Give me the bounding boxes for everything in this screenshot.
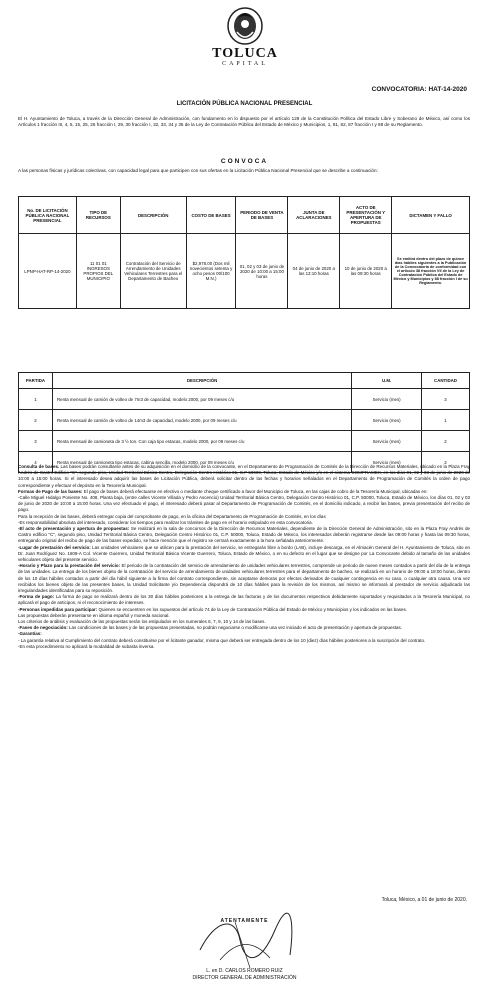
toluca-emblem-icon: [225, 4, 265, 46]
condition-text: Las unidades vehiculares que se utilicen para la prestación del servicio, se entregarán libre a bordo (LAB), incluye descarga, en el Almacén General del H. Ayuntamiento de Toluca, sito en Dr. Juan Rodríguez No. 1609-A Col. Vicente Guerrero, Unidad Territorial Básica Vicente Guerrero, Toluca, Estado de México, o en su defecto en el lugar que se designe por La Convocante debido al tamaño de las unidades vehiculares objeto del presente servicio.: [18, 544, 470, 563]
condition-text: El pago de bases deberá efectuarse en efectivo o mediante cheque certificado a favor del Municipio de Toluca, en las cajas de cobro de la Tesorería Municipal, ubicadas en:: [82, 488, 428, 494]
table-cell: 1: [422, 410, 470, 431]
condition-text: El periodo de la contratación del servicio de arrendamiento de unidades vehiculares terrestres, comprende un periodo de nueve meses contados a partir del día de la entrega de las unidades. La entrega de los bienes objeto de la contratación del servicio de arrendamiento de unidades vehiculares terrestres para el departamento de bacheo, se realizará en un horario de 09:00 a 18:00 horas, dentro de los 10 días hábiles contados a partir del día hábil siguiente a la firma del contrato correspondiente, sin aceptarse demoras por efectos derivados de cualquier contingencia en su caso, o cualquier otra causa. Una vez recibidos los bienes objeto de las presentes bases, la Unidad Solicitante y/o Dependencia dispondrá de 10 días hábiles para la revisión de los mismos, así mismo se informará al prestador de servicio adjudicado las irregularidades identificadas para su reposición.: [18, 563, 470, 594]
column-header: PARTIDA: [19, 373, 53, 389]
convoca-heading: CONVOCA: [220, 158, 269, 165]
column-header: CANTIDAD: [422, 373, 470, 389]
date-line: Toluca, México, a 01 de junio de 2020.: [381, 897, 467, 903]
table-cell: 04 de junio de 2020 a las 13:10 horas: [288, 234, 340, 309]
condition-text: -Es responsabilidad absoluta del interesado, considerar los tiempos para realizar los trámites de pago en el horario estipulado en esta convocatoria.: [18, 519, 313, 525]
condition-text: -Calle Miguel Hidalgo Poniente No. 408, Planta baja, (entre calles Vicente Villada y Pedro Ascencio) Unidad Territorial Básica Centro, Delegación Centro Histórico 01, C.P. 50000, Toluca, Estado de México, los días 01, 02 y 03 de junio de 2020 de 10:00 a 15:00 horas. Una vez efectuado el pago, el interesado deberá pasar al Departamento de Programación de Comités, en el domicilio indicado, a recibir las bases, previa presentación del recibo de pago.: [18, 495, 470, 513]
table-cell: 3: [422, 389, 470, 410]
table-row: [19, 410, 470, 431]
condition-lead: -El acto de presentación y apertura de propuestas:: [18, 526, 130, 532]
table-cell: Servicio (mes): [352, 410, 422, 431]
signatory-name: L. en D. CARLOS ROMERO RUIZ: [206, 968, 283, 974]
logo-name: TOLUCA: [212, 46, 278, 61]
signatory-role: DIRECTOR GENERAL DE ADMINISTRACIÓN: [192, 975, 297, 981]
table-cell: 10 de junio de 2020 a las 09:30 horas: [340, 234, 392, 309]
condition-text: -En esta procedimiento no aplicará la modalidad de subasta inversa.: [18, 643, 155, 649]
column-header: COSTO DE BASES: [186, 197, 236, 234]
logo-subtitle: CAPITAL: [222, 61, 268, 67]
convocatoria-number: CONVOCATORIA: HAT-14-2020: [371, 86, 467, 93]
table-cell: 11 01 01 INGRESOS PROPIOS DEL MUNICIPIO: [76, 234, 120, 309]
condition-paragraph: [18, 526, 470, 545]
column-header: TIPO DE RECURSOS: [76, 197, 120, 234]
condition-lead: Formas de Pago de las bases:: [18, 488, 83, 494]
condition-text: Las condiciones de las bases y de las propuestas presentadas, no podrán negociarse o modificarse una vez iniciado el acto de presentación y apertura de propuestas.: [67, 625, 402, 631]
column-header: U.M.: [352, 373, 422, 389]
table-cell: 3: [19, 431, 53, 452]
column-header: No. DE LICITACIÓN PÚBLICA NACIONAL PRESENCIAL: [19, 197, 77, 234]
condition-text: Para la recepción de las bases, deberá entregar copia del comprobante de pago, en la oficina del Departamento de Programación de Comités, en los días: [18, 513, 326, 519]
condition-lead: -Horario y Plazo para la prestación del servicio:: [18, 563, 121, 569]
table-row: [19, 431, 470, 452]
condition-lead: -Forma de pago:: [18, 594, 55, 600]
intro-paragraph: El H. Ayuntamiento de Toluca, a través de la Dirección General de Administración, con fundamento en lo dispuesto por el artículo 129 de la Constitución Política del Estado Libre y Soberano de México, así como los Artículos 1 fracción III, 4, 5, 15, 25, 26 fracción I, 29, 30 fracción I, 32, 33, 34 y 35 de la Ley de Contratación Pública del Estado de México y Municipios, 1, 81, 82, 87 fracción I y 88 de su Reglamento.: [18, 116, 470, 128]
condition-paragraph: [18, 464, 470, 489]
column-header: JUNTA DE ACLARACIONES: [288, 197, 340, 234]
table-cell: Renta mensual de camioneta tipo estacas, cabina sencilla, modelo 2000, por 09 meses c/u: [52, 452, 351, 473]
column-header: DESCRIPCIÓN: [52, 373, 351, 389]
column-header: DICTAMEN Y FALLO: [392, 197, 470, 234]
condition-lead: Consulta de bases.: [18, 464, 60, 469]
column-header: DESCRIPCIÓN: [120, 197, 186, 234]
items-table-header: [19, 373, 470, 389]
condition-lead: -Garantías:: [18, 631, 42, 637]
condition-text: Se realizará en la sala de concursos de la Dirección de Recursos Materiales, dependiente de la Dirección General de Administración, sito en la Plaza Fray Andrés de Castro edificio "C", segundo piso, Unidad Territorial Básica Centro, Delegación Centro Histórico 01, C.P. 50000, Toluca, Estado de México, los interesados deberán registrarse desde las 09:00 horas y hasta las 09:30 horas, entregando original del recibo de pago de las bases expedido, se hace mención que el registro se cerrará exactamente a la hora señalada anteriormente.: [18, 526, 470, 544]
condition-lead: -Personas impedidas para participar:: [18, 606, 98, 612]
condition-text: La forma de pago se realizará dentro de los 30 días hábiles posteriores a la entrega de las facturas y de los documentos respectivos debidamente soportados y requisitados a la Tesorería Municipal, no aplicará el pago de anticipos, ni el reconocimiento de intereses.: [18, 594, 470, 606]
condition-text: Quienes se encuentren en los supuestos del artículo 74 de la Ley de Contratación Pública del Estado de México y Municipios y los indicados en las bases.: [97, 606, 407, 612]
table-cell: Renta mensual de camión de volteo de 7m3 de capacidad, modelo 2000, por 09 meses c/u: [52, 389, 351, 410]
column-header: ACTO DE PRESENTACIÓN Y APERTURA DE PROPUESTAS: [340, 197, 392, 234]
table-cell: Servicio (mes): [352, 389, 422, 410]
table-cell: 4: [19, 452, 53, 473]
condition-paragraph: [18, 644, 470, 650]
table-row: [19, 234, 470, 309]
table-cell: 2: [422, 431, 470, 452]
tender-table: [18, 196, 470, 309]
table-cell: Se emitirá dentro del plazo de quince días hábiles siguientes a la Publicación de la Convocatoria de conformidad con el artículo 38 fracción VII de la Ley de Contratación Pública del Estado de México y Municipios y 88 fracción I de su Reglamento.: [392, 234, 470, 309]
atentamente-label: ATENTAMENTE: [220, 918, 269, 924]
condition-paragraph: [18, 563, 470, 594]
condition-paragraph: [18, 545, 470, 564]
table-cell: Servicio (mes): [352, 452, 422, 473]
table-cell: Renta mensual de camioneta de 3 ½ ton. Con caja tipo estacas, modelo 2000, por 09 meses c/u: [52, 431, 351, 452]
table-cell: 2: [19, 410, 53, 431]
condition-lead: -Fases de negociación:: [18, 625, 68, 631]
handwritten-signature-icon: [180, 910, 310, 970]
table-cell: 01, 02 y 03 de junio de 2020 de 10:00 a 15:00 horas: [236, 234, 288, 309]
table-cell: $2,978.00 (Dos mil novecientos setenta y ocho pesos 00/100 M.N.): [186, 234, 236, 309]
condition-paragraph: [18, 495, 470, 514]
condition-text: Las propuestas deberán presentarse en idioma español y moneda nacional.: [18, 612, 170, 618]
table-cell: 2: [422, 452, 470, 473]
condition-text: Los criterios de análisis y evaluación de las propuestas serán los estipulados en los numerales 6, 7, 9, 10 y 14 de las bases.: [18, 619, 266, 625]
conditions-text: [18, 464, 470, 650]
table-cell: 1: [19, 389, 53, 410]
condition-text: Las bases podrán consultarse antes de su adquisición en el domicilio de la convocante, en el Departamento de Programación de Comités de la Dirección de Recursos Materiales, ubicado en la Plaza Fray Andrés de Castro Edificio "C", segundo piso, Unidad Territorial Básica Centro, Delegación Centro Histórico 01, C.P 50000, Toluca, Estado de México y/o en el sistema COMPRAMEX, en los días 01, 02 y 03 de junio de 2020 de 10:00 a 15:00 horas. Si el interesado desea adquirir las bases de Licitación Pública, deberá solicitar dentro de las fechas y horarios señalados en el Departamento de Programación de Comités la orden de pago correspondiente y efectuar el depósito en la Tesorería Municipal.: [18, 464, 470, 488]
page-title: LICITACIÓN PÚBLICA NACIONAL PRESENCIAL: [176, 101, 313, 107]
condition-text: - La garantía relativa al Cumplimiento del contrato deberá constituirse por el licitante ganador, misma que deberá ser entregada dentro de los 10 (diez) días hábiles posteriores a la suscripción del contrato.: [18, 637, 426, 643]
table-cell: Contratación del Servicio de Arrendamiento de Unidades Vehiculares Terrestres para el Departamento de Bacheo: [120, 234, 186, 309]
items-table: [18, 372, 470, 473]
condition-lead: -Lugar de prestación del servicio:: [18, 544, 91, 550]
table-cell: LPNP-HAT-RP-14-2020: [19, 234, 77, 309]
column-header: PERIODO DE VENTA DE BASES: [236, 197, 288, 234]
table-row: [19, 389, 470, 410]
invitation-paragraph: A las personas físicas y jurídicas colectivas, con capacidad legal para que participen con sus ofertas en la Licitación Pública Nacional Presencial que se describe a continuación:: [18, 168, 378, 173]
table-cell: Servicio (mes): [352, 431, 422, 452]
tender-table-header: [19, 197, 470, 234]
table-cell: Renta mensual de camión de volteo de 14m3 de capacidad, modelo 2000, por 09 meses c/u: [52, 410, 351, 431]
toluca-logo: [210, 4, 280, 68]
condition-paragraph: [18, 594, 470, 606]
